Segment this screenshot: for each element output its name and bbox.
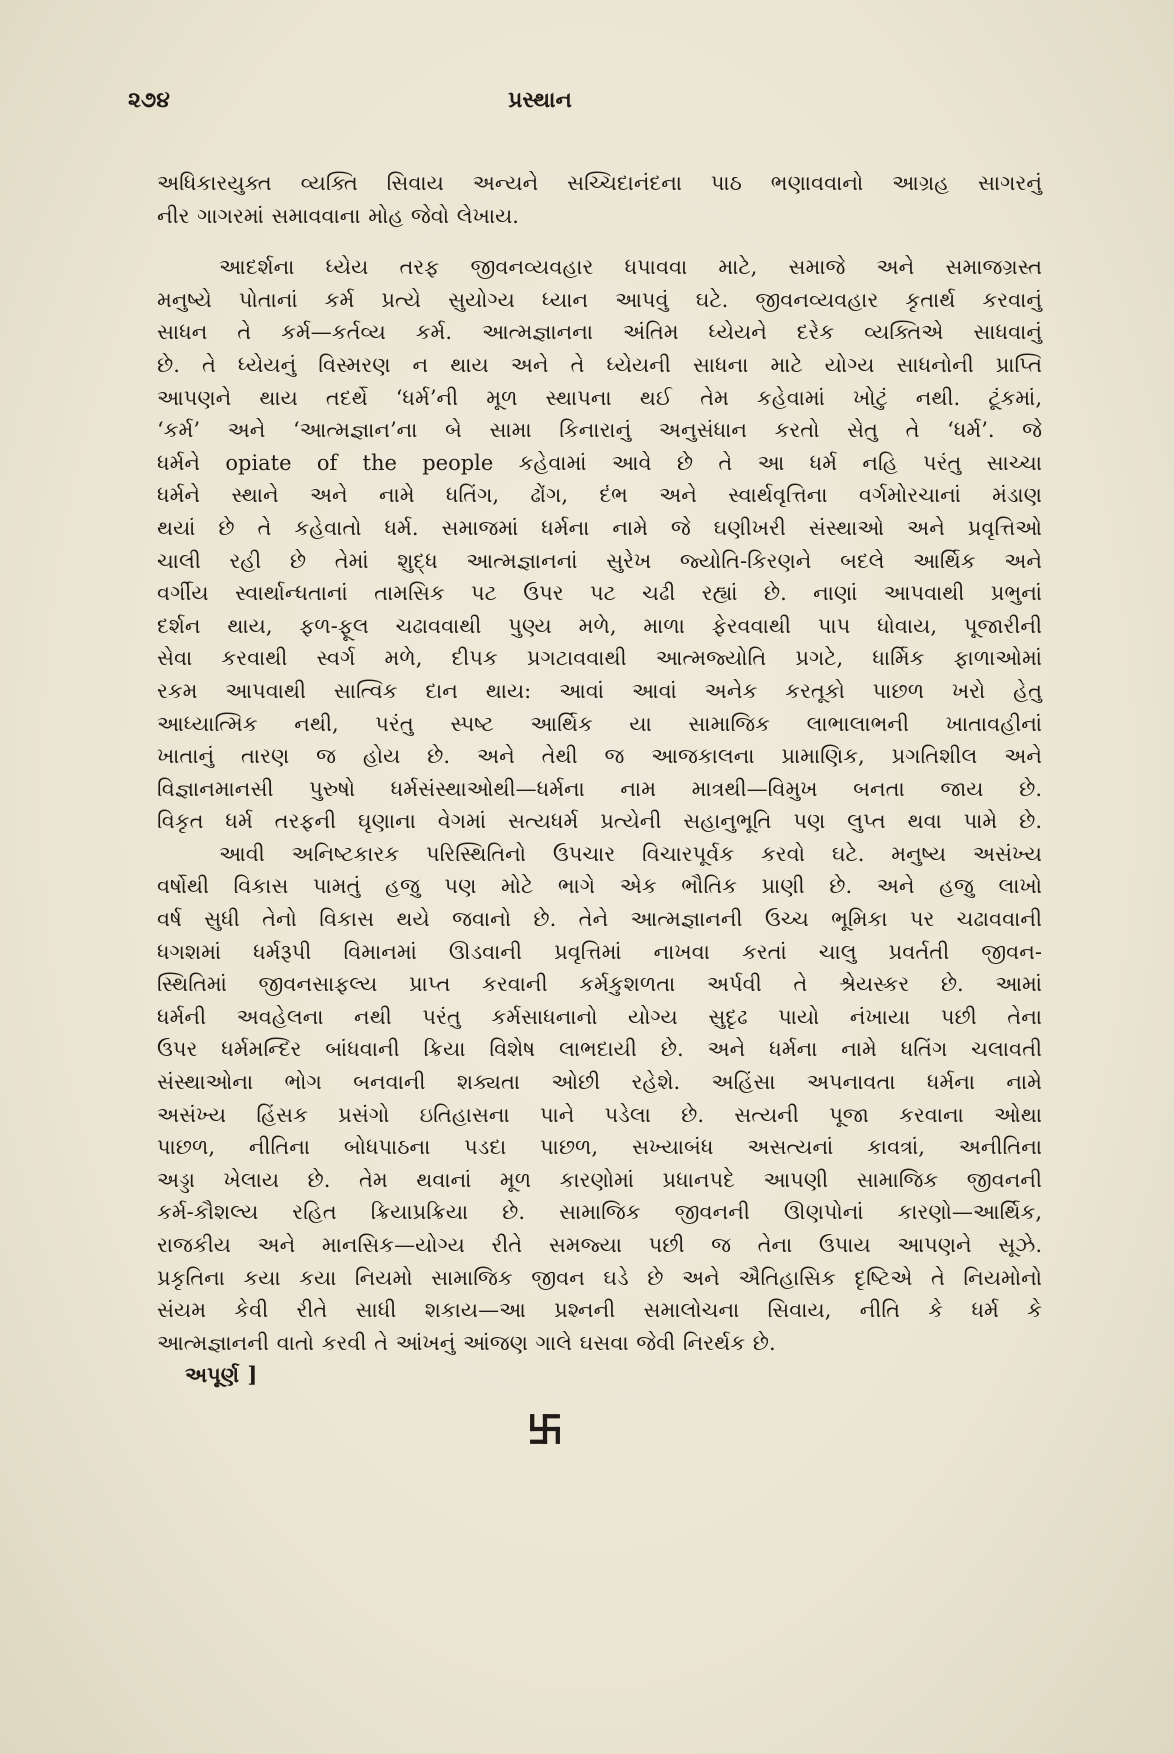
text-line: નીર ગાગરમાં સમાવવાના મોહ જેવો લેખાય.	[157, 203, 519, 228]
text-line: મનુષ્યે પોતાનાં કર્મ પ્રત્યે સુયોગ્ય ધ્યાન આપવું ઘટે. જીવનવ્યવહાર કૃતાર્થ કરવાનું	[157, 287, 1042, 312]
page-number: ૨૭૪	[128, 87, 170, 113]
text-line: ધગશમાં ધર્મરૂપી વિમાનમાં ઊડવાની પ્રવૃત્તિમાં નાખવા કરતાં ચાલુ પ્રવર્તતી જીવન-	[157, 939, 1042, 964]
text-line: રકમ આપવાથી સાત્વિક દાન થાય: આવાં આવાં અનેક કરતૂકો પાછળ ખરો હેતુ	[157, 678, 1042, 703]
text-line: વર્ષોથી વિકાસ પામતું હજુ પણ મોટે ભાગે એક ભૌતિક પ્રાણી છે. અને હજુ લાખો	[157, 874, 1042, 899]
text-line: સંસ્થાઓના ભોગ બનવાની શક્યતા ઓછી રહેશે. અહિંસા અપનાવતા ધર્મના નામે	[157, 1070, 1042, 1095]
text-line: ઉપર ધર્મમન્દિર બાંધવાની ક્રિયા વિશેષ લાભદાયી છે. અને ધર્મના નામે ધતિંગ ચલાવતી	[157, 1037, 1042, 1062]
text-line: છે. તે ધ્યેયનું વિસ્મરણ ન થાય અને તે ધ્યેયની સાધના માટે યોગ્ય સાધનોની પ્રાપ્તિ	[157, 352, 1042, 377]
text-line: દર્શન થાય, ફળ-ફૂલ ચઢાવવાથી પુણ્ય મળે, માળા ફેરવવાથી પાપ ધોવાય, પૂજારીની	[157, 613, 1042, 638]
text-line: પાછળ, નીતિના બોધપાઠના પડદા પાછળ, સખ્યાબંધ અસત્યનાં કાવત્રાં, અનીતિના	[157, 1135, 1042, 1160]
paragraph	[157, 167, 1042, 232]
text-line: વિજ્ઞાનમાનસી પુરુષો ધર્મસંસ્થાઓથી—ધર્મના નામ માત્રથી—વિમુખ બનતા જાય છે.	[157, 776, 1042, 801]
running-title: પ્રસ્થાન	[508, 87, 572, 113]
text-line: આદર્શના ધ્યેય તરફ જીવનવ્યવહાર ધપાવવા માટે, સમાજે અને સમાજગ્રસ્ત	[219, 255, 1042, 280]
paragraph	[157, 838, 1042, 1360]
text-line: ધર્મની અવહેલના નથી પરંતુ કર્મસાધનાનો યોગ્ય સુદૃઢ પાયો નંખાયા પછી તેના	[157, 1004, 1042, 1029]
text-line: વિકૃત ધર્મ તરફની ઘૃણાના વેગમાં સત્યધર્મ પ્રત્યેની સહાનુભૂતિ પણ લુપ્ત થવા પામે છે.	[157, 809, 1042, 834]
text-line: આધ્યાત્મિક નથી, પરંતુ સ્પષ્ટ આર્થિક યા સામાજિક લાભાલાભની ખાતાવહીનાં	[157, 711, 1042, 736]
text-line: વર્ષ સુધી તેનો વિકાસ થયે જવાનો છે. તેને આત્મજ્ઞાનની ઉચ્ચ ભૂમિકા પર ચઢાવવાની	[157, 907, 1042, 932]
text-line: આત્મજ્ઞાનની વાતો કરવી તે આંખનું આંજણ ગાલે ઘસવા જેવી નિરર્થક છે.	[157, 1330, 776, 1355]
continuation-marker: અપૂર્ણ ]	[185, 1362, 258, 1388]
text-line: સાધન તે કર્મ—કર્તવ્ય કર્મ. આત્મજ્ઞાનના અંતિમ ધ્યેયને દરેક વ્યક્તિએ સાધવાનું	[157, 320, 1042, 345]
text-line: પ્રકૃતિના કયા કયા નિયમો સામાજિક જીવન ઘડે છે અને ઐતિહાસિક દૃષ્ટિએ તે નિયમોનો	[157, 1265, 1042, 1290]
text-line: સ્થિતિમાં જીવનસાફલ્ય પ્રાપ્ત કરવાની કર્મકુશળતા અર્પવી તે શ્રેયસ્કર છે. આમાં	[157, 972, 1042, 997]
text-line: અડ્ડા ખેલાય છે. તેમ થવાનાં મૂળ કારણોમાં પ્રધાનપદે આપણી સામાજિક જીવનની	[157, 1167, 1042, 1192]
text-line: ચાલી રહી છે તેમાં શુદ્ધ આત્મજ્ઞાનનાં સુરેખ જ્યોતિ-કિરણને બદલે આર્થિક અને	[157, 548, 1042, 573]
text-line: આવી અનિષ્ટકારક પરિસ્થિતિનો ઉપચાર વિચારપૂર્વક કરવો ઘટે. મનુષ્ય અસંખ્ય	[219, 841, 1042, 866]
text-line: સંયમ કેવી રીતે સાધી શકાય—આ પ્રશ્નની સમાલોચના સિવાય, નીતિ કે ધર્મ કે	[157, 1298, 1042, 1323]
text-line: ધર્મને opiate of the people કહેવામાં આવે છે તે આ ધર્મ નહિ પરંતુ સાચ્ચા	[157, 450, 1042, 475]
text-line: સેવા કરવાથી સ્વર્ગ મળે, દીપક પ્રગટાવવાથી આત્મજ્યોતિ પ્રગટે, ધાર્મિક ફાળાઓમાં	[157, 646, 1042, 671]
text-line: અસંખ્ય હિંસક પ્રસંગો ઇતિહાસના પાને પડેલા છે. સત્યની પૂજા કરવાના ઓથા	[157, 1102, 1042, 1127]
text-line: અધિકારયુક્ત વ્યક્તિ સિવાય અન્યને સચ્ચિદાનંદના પાઠ ભણાવવાનો આગ્રહ સાગરનું	[157, 171, 1042, 195]
paragraph	[157, 251, 1042, 838]
body-text	[157, 167, 1042, 1392]
text-line: ધર્મને સ્થાને અને નામે ધતિંગ, ઢોંગ, દંભ અને સ્વાર્થવૃત્તિના વર્ગમોરચાનાં મંડાણ	[157, 483, 1042, 508]
text-line: રાજકીય અને માનસિક—યોગ્ય રીતે સમજ્યા પછી જ તેના ઉપાય આપણને સૂઝે.	[157, 1233, 1042, 1257]
text-line: ‘કર્મ’ અને ‘આત્મજ્ઞાન’ના બે સામા કિનારાનું અનુસંધાન કરતો સેતુ તે ‘ધર્મ’. જે	[157, 418, 1042, 443]
text-line: કર્મ-કૌશલ્ય રહિત ક્રિયાપ્રક્રિયા છે. સામાજિક જીવનની ઊણપોનાં કારણો—આર્થિક,	[157, 1200, 1042, 1225]
text-line: થયાં છે તે કહેવાતો ધર્મ. સમાજમાં ધર્મના નામે જે ઘણીખરી સંસ્થાઓ અને પ્રવૃત્તિઓ	[157, 515, 1042, 540]
text-line: ખાતાનું તારણ જ હોય છે. અને તેથી જ આજકાલના પ્રામાણિક, પ્રગતિશીલ અને	[157, 744, 1042, 769]
text-line: આપણને થાય તદર્થે ‘ધર્મ’ની મૂળ સ્થાપના થઈ તેમ કહેવામાં ખોટું નથી. ટૂંકમાં,	[157, 385, 1042, 410]
swastika-icon	[529, 1413, 561, 1445]
text-line: વર્ગીય સ્વાર્થાન્ધતાનાં તામસિક પટ ઉપર પટ ચઢી રહ્યાં છે. નાણાં આપવાથી પ્રભુનાં	[157, 581, 1042, 606]
